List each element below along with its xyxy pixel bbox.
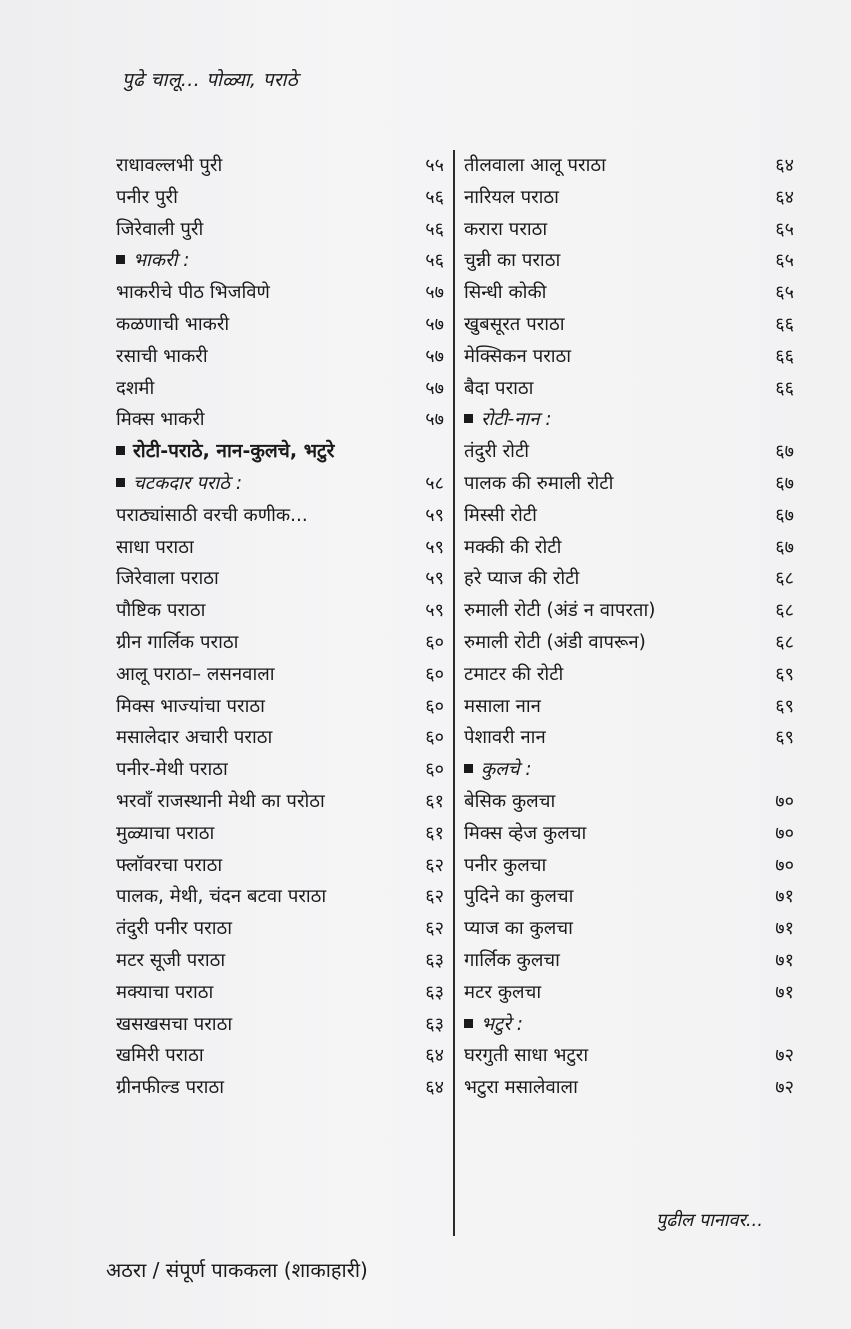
toc-entry (464, 850, 794, 882)
toc-section-heading (464, 754, 794, 786)
toc-entry (464, 1072, 794, 1104)
toc-entry-title: मेक्सिकन पराठा (464, 345, 572, 367)
toc-entry (116, 786, 444, 818)
toc-entry-page-number: ७१ (775, 949, 794, 971)
toc-entry-title: पुदिने का कुलचा (464, 886, 574, 908)
toc-entry-page-number: ५९ (425, 568, 444, 590)
toc-entry (464, 468, 794, 500)
toc-entry-page-number: ६५ (775, 282, 794, 304)
toc-entry (116, 722, 444, 754)
toc-entry-title: भटुरा मसालेवाला (464, 1077, 578, 1099)
toc-entry-page-number: ६० (425, 759, 444, 781)
toc-entry-page-number: ६१ (425, 790, 444, 812)
toc-entry (464, 341, 794, 373)
toc-entry (464, 818, 794, 850)
toc-entry (464, 881, 794, 913)
toc-entry-title: पौष्टिक पराठा (116, 600, 206, 622)
column-divider (453, 150, 455, 1236)
toc-entry-title: रसाची भाकरी (116, 345, 208, 367)
toc-entry-page-number: ६६ (775, 313, 794, 335)
toc-entry-page-number: ६४ (425, 1045, 444, 1067)
toc-entry (116, 945, 444, 977)
toc-entry-title: मसाला नान (464, 695, 541, 717)
toc-entry (464, 945, 794, 977)
toc-entry-title: चटकदार पराठे : (116, 468, 242, 500)
toc-entry-page-number: ५७ (425, 409, 444, 431)
toc-entry-title: मटर कुलचा (464, 981, 542, 1003)
toc-entry-title: पनीर पुरी (116, 186, 178, 208)
toc-entry-page-number: ५६ (425, 250, 444, 272)
toc-entry-title: बेसिक कुलचा (464, 790, 556, 812)
toc-entry (464, 691, 794, 723)
toc-left-column (116, 150, 444, 1104)
toc-entry (116, 1072, 444, 1104)
toc-entry-title: मिक्स व्हेज कुलचा (464, 822, 587, 844)
toc-entry (116, 913, 444, 945)
toc-section-heading (464, 404, 794, 436)
toc-entry (116, 754, 444, 786)
toc-entry (464, 182, 794, 214)
toc-entry-title: भरवाँ राजस्थानी मेथी का परोठा (116, 790, 325, 812)
toc-entry-title: भाकरीचे पीठ भिजविणे (116, 282, 270, 304)
toc-entry (116, 150, 444, 182)
toc-entry (116, 532, 444, 564)
toc-entry (464, 214, 794, 246)
toc-entry-page-number: ६९ (775, 727, 794, 749)
running-head: पुढे चालू... पोळ्या, पराठे (122, 69, 299, 91)
toc-entry-page-number: ६७ (775, 504, 794, 526)
toc-entry-title: पनीर-मेथी पराठा (116, 759, 228, 781)
toc-entry (116, 404, 444, 436)
toc-entry-title: घरगुती साधा भटुरा (464, 1045, 589, 1067)
toc-section-heading (464, 1009, 794, 1041)
toc-entry-page-number: ५९ (425, 504, 444, 526)
toc-entry-title: दशमी (116, 377, 155, 399)
toc-entry-title: रोटी-नान : (464, 404, 552, 436)
toc-entry (464, 245, 794, 277)
toc-entry-page-number: ७१ (775, 886, 794, 908)
toc-entry-page-number: ५७ (425, 377, 444, 399)
toc-entry-title: तीलवाला आलू पराठा (464, 155, 606, 176)
toc-entry (464, 309, 794, 341)
toc-entry-page-number: ५७ (425, 282, 444, 304)
toc-entry-title: टमाटर की रोटी (464, 663, 564, 685)
toc-entry (464, 659, 794, 691)
toc-entry-page-number: ५८ (425, 472, 444, 494)
toc-entry (464, 436, 794, 468)
toc-entry-title: गार्लिक कुलचा (464, 949, 560, 971)
toc-entry (116, 182, 444, 214)
toc-entry-title: प्याज का कुलचा (464, 918, 573, 940)
toc-entry (116, 500, 444, 532)
toc-entry (116, 850, 444, 882)
toc-entry (116, 214, 444, 246)
toc-entry-title: भाकरी : (116, 245, 189, 277)
toc-entry-title: मसालेदार अचारी पराठा (116, 727, 273, 749)
toc-entry-title: मक्की की रोटी (464, 536, 562, 558)
toc-entry-page-number: ६६ (775, 345, 794, 367)
toc-entry (116, 563, 444, 595)
toc-section-heading (116, 468, 444, 500)
toc-entry-page-number: ६८ (775, 568, 794, 590)
toc-entry (464, 150, 794, 182)
toc-entry-page-number: ५५ (425, 155, 444, 176)
toc-entry-title: पालक की रुमाली रोटी (464, 472, 614, 494)
toc-entry-page-number: ६५ (775, 218, 794, 240)
toc-entry-page-number: ७० (775, 854, 794, 876)
toc-entry-page-number: ७२ (775, 1077, 794, 1099)
toc-entry (464, 627, 794, 659)
toc-entry-title: मटर सूजी पराठा (116, 949, 226, 971)
toc-entry-page-number: ७० (775, 822, 794, 844)
toc-entry-page-number: ६४ (775, 186, 794, 208)
toc-entry-page-number: ६० (425, 663, 444, 685)
toc-entry-page-number: ६० (425, 695, 444, 717)
toc-entry-title: साधा पराठा (116, 536, 194, 558)
toc-entry-title: चुन्नी का पराठा (464, 250, 561, 272)
page-footer: अठरा / संपूर्ण पाककला (शाकाहारी) (106, 1258, 368, 1282)
continued-note: पुढील पानावर... (655, 1210, 763, 1231)
toc-entry-title: ग्रीन गार्लिक पराठा (116, 631, 239, 653)
toc-entry-title: रुमाली रोटी (अंडं न वापरता) (464, 600, 656, 622)
toc-entry-title: कळणाची भाकरी (116, 313, 230, 335)
toc-entry-title: रोटी-पराठे, नान-कुलचे, भटुरे (116, 436, 334, 468)
toc-entry-page-number: ७१ (775, 981, 794, 1003)
toc-entry-page-number: ५६ (425, 186, 444, 208)
toc-entry (116, 977, 444, 1009)
toc-entry-title: कुलचे : (464, 754, 532, 786)
toc-entry-page-number: ५७ (425, 345, 444, 367)
toc-entry-title: भटुरे : (464, 1009, 523, 1041)
toc-entry-page-number: ७० (775, 790, 794, 812)
toc-entry-page-number: ६० (425, 631, 444, 653)
toc-entry-page-number: ६२ (425, 886, 444, 908)
toc-right-column (464, 150, 794, 1104)
toc-entry-page-number: ६८ (775, 631, 794, 653)
toc-entry-title: पनीर कुलचा (464, 854, 547, 876)
toc-entry-title: जिरेवाली पुरी (116, 218, 204, 240)
toc-entry (116, 691, 444, 723)
toc-entry-title: जिरेवाला पराठा (116, 568, 219, 590)
toc-entry (464, 722, 794, 754)
toc-entry-page-number: ६६ (775, 377, 794, 399)
toc-entry-page-number: ५९ (425, 536, 444, 558)
toc-entry (464, 563, 794, 595)
toc-entry-title: तंदुरी पनीर पराठा (116, 918, 233, 940)
toc-entry-page-number: ६७ (775, 472, 794, 494)
toc-entry-title: मिक्स भाकरी (116, 409, 205, 431)
toc-entry-page-number: ६५ (775, 250, 794, 272)
toc-entry-title: हरे प्याज की रोटी (464, 568, 580, 590)
toc-entry-title: बैदा पराठा (464, 377, 534, 399)
toc-entry-title: खसखसचा पराठा (116, 1013, 233, 1035)
toc-entry (116, 881, 444, 913)
toc-entry-title: मिस्सी रोटी (464, 504, 537, 526)
toc-entry (116, 818, 444, 850)
toc-entry-page-number: ६३ (425, 949, 444, 971)
toc-entry-page-number: ५७ (425, 313, 444, 335)
toc-entry-page-number: ६० (425, 727, 444, 749)
toc-entry (116, 277, 444, 309)
toc-entry-page-number: ७१ (775, 918, 794, 940)
toc-entry-page-number: ६९ (775, 695, 794, 717)
toc-entry-title: मुळ्याचा पराठा (116, 822, 215, 844)
toc-entry (464, 277, 794, 309)
toc-entry-page-number: ६८ (775, 600, 794, 622)
toc-entry-page-number: ६४ (775, 155, 794, 176)
toc-entry-title: राधावल्लभी पुरी (116, 155, 223, 176)
toc-entry (464, 532, 794, 564)
toc-entry-title: पालक, मेथी, चंदन बटवा पराठा (116, 886, 327, 908)
toc-entry-page-number: ५९ (425, 600, 444, 622)
toc-entry-title: रुमाली रोटी (अंडी वापरून) (464, 631, 646, 653)
toc-entry (116, 1009, 444, 1041)
toc-entry-page-number: ६२ (425, 918, 444, 940)
toc-entry-title: पराठ्यांसाठी वरची कणीक... (116, 504, 308, 526)
toc-entry (464, 913, 794, 945)
toc-entry (464, 977, 794, 1009)
toc-entry-page-number: ६९ (775, 663, 794, 685)
toc-entry-title: आलू पराठा– लसनवाला (116, 663, 275, 685)
toc-entry-title: करारा पराठा (464, 218, 548, 240)
toc-entry-page-number: ७२ (775, 1045, 794, 1067)
toc-entry-title: पेशावरी नान (464, 727, 546, 749)
toc-entry-page-number: ६१ (425, 822, 444, 844)
toc-entry (464, 1040, 794, 1072)
toc-entry (464, 373, 794, 405)
toc-entry-title: नारियल पराठा (464, 186, 559, 208)
toc-entry-page-number: ६३ (425, 1013, 444, 1035)
toc-entry-page-number: ५६ (425, 218, 444, 240)
toc-section-heading (116, 436, 444, 468)
toc-entry-page-number: ६३ (425, 981, 444, 1003)
toc-entry (464, 595, 794, 627)
toc-entry-page-number: ६७ (775, 536, 794, 558)
toc-entry (464, 786, 794, 818)
toc-entry (464, 500, 794, 532)
toc-entry-page-number: ६२ (425, 854, 444, 876)
toc-entry-title: तंदुरी रोटी (464, 441, 530, 463)
toc-entry (116, 595, 444, 627)
toc-entry-page-number: ६४ (425, 1077, 444, 1099)
toc-entry (116, 1040, 444, 1072)
toc-entry (116, 659, 444, 691)
toc-section-heading (116, 245, 444, 277)
toc-entry (116, 341, 444, 373)
toc-entry-title: फ्लॉवरचा पराठा (116, 854, 223, 876)
toc-entry (116, 373, 444, 405)
toc-entry-title: खुबसूरत पराठा (464, 313, 565, 335)
toc-entry (116, 627, 444, 659)
toc-entry-title: ग्रीनफील्ड पराठा (116, 1077, 224, 1099)
toc-entry-page-number: ६७ (775, 441, 794, 463)
toc-entry-title: मक्याचा पराठा (116, 981, 214, 1003)
toc-entry-title: मिक्स भाज्यांचा पराठा (116, 695, 265, 717)
toc-entry (116, 309, 444, 341)
toc-entry-title: सिन्धी कोकी (464, 282, 547, 304)
toc-entry-title: खमिरी पराठा (116, 1045, 204, 1067)
